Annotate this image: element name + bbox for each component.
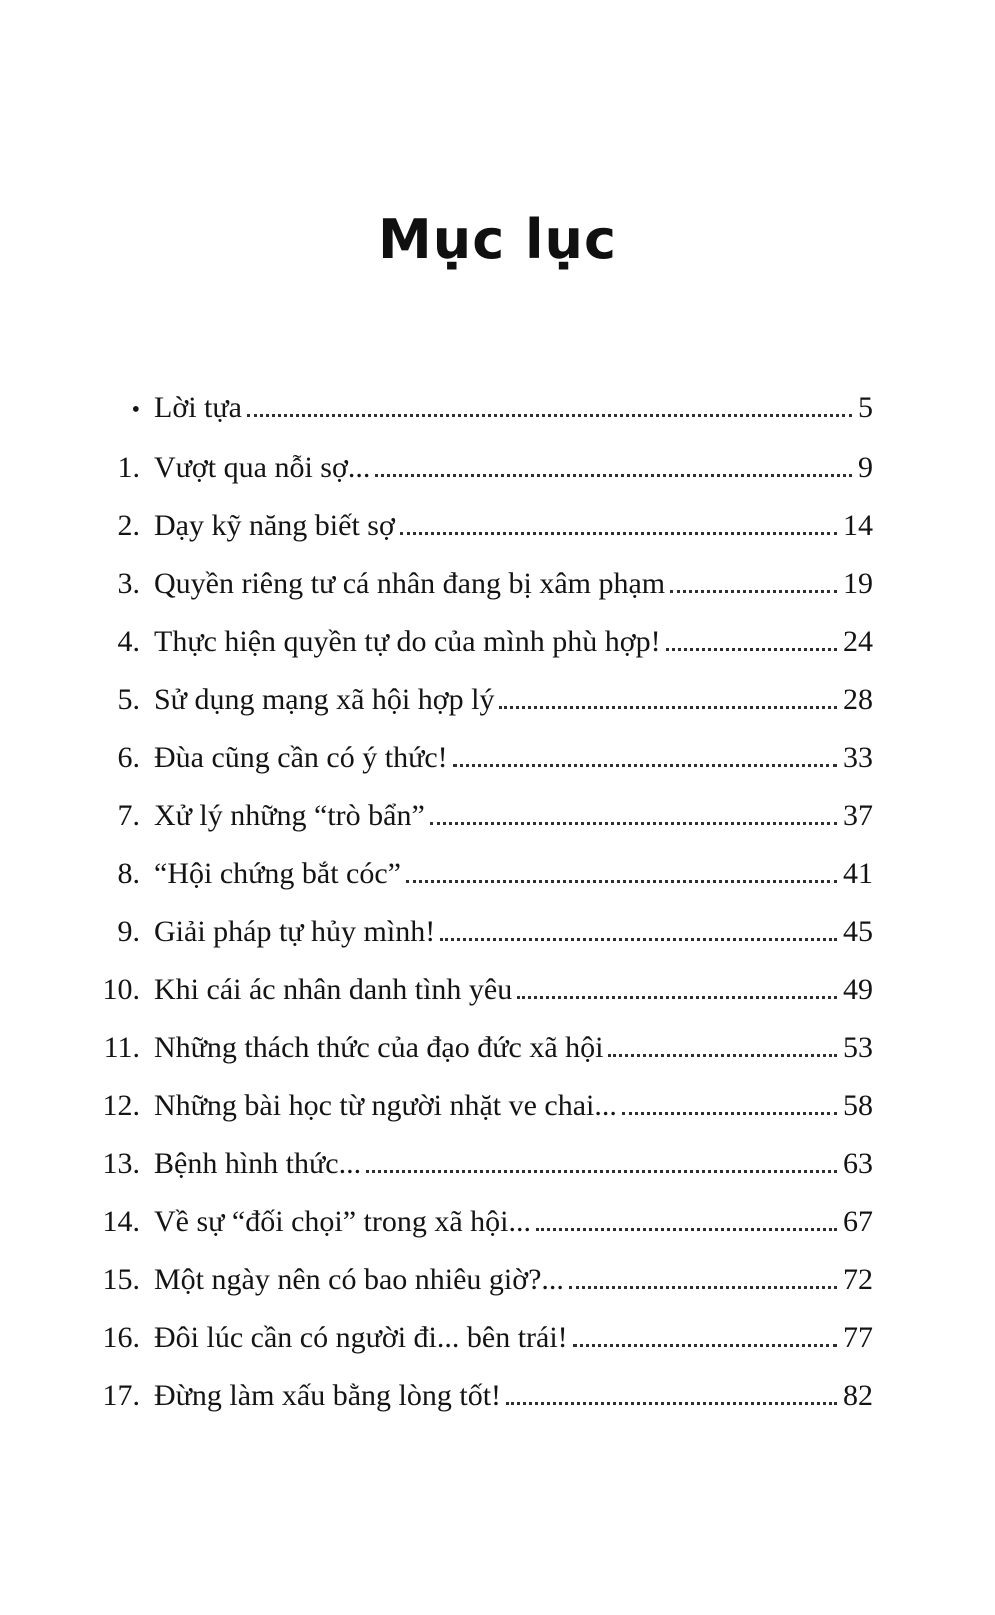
dot-leader [499,700,837,709]
toc-entry [92,507,873,545]
toc-entry [92,1145,873,1183]
entry-page-number: 77 [843,1321,873,1354]
toc-entry [92,623,873,661]
entry-number: 6. [117,741,140,774]
toc-entry [92,449,873,487]
entry-number: 17. [102,1379,140,1412]
dot-leader [453,758,837,767]
entry-number: 13. [102,1147,140,1180]
entry-number: 1. [117,451,140,484]
entry-number: 7. [117,799,140,832]
dot-leader [247,408,852,417]
toc-entry [92,913,873,951]
entry-title: Sử dụng mạng xã hội hợp lý [154,683,495,716]
entry-title: Vượt qua nỗi sợ... [154,451,371,484]
entry-number: 3. [117,567,140,600]
entry-page-number: 19 [843,567,873,600]
dot-leader [536,1222,837,1231]
toc-entry [92,855,873,893]
toc-entry [92,1203,873,1241]
dot-leader [573,1338,837,1347]
entry-title: Lời tựa [154,391,242,424]
entry-title: Đừng làm xấu bằng lòng tốt! [154,1379,502,1412]
dot-leader [400,526,837,535]
entry-title: Dạy kỹ năng biết sợ [154,509,395,542]
toc-list [92,389,873,1415]
entry-number: 16. [102,1321,140,1354]
entry-number: 4. [117,625,140,658]
dot-leader [440,932,837,941]
dot-leader [670,584,837,593]
toc-entry [92,1261,873,1299]
entry-title: “Hội chứng bắt cóc” [154,857,401,890]
entry-title: Xử lý những “trò bẩn” [154,799,425,832]
toc-entry [92,971,873,1009]
entry-page-number: 49 [843,973,873,1006]
entry-number: 15. [102,1263,140,1296]
entry-title: Thực hiện quyền tự do của mình phù hợp! [154,625,661,658]
dot-leader [366,1164,837,1173]
entry-title: Một ngày nên có bao nhiêu giờ?... [154,1263,564,1296]
toc-entry [92,1377,873,1415]
entry-page-number: 58 [843,1089,873,1122]
entry-page-number: 63 [843,1147,873,1180]
entry-title: Về sự “đối chọi” trong xã hội... [154,1205,532,1238]
entry-number: 10. [102,973,140,1006]
entry-page-number: 33 [843,741,873,774]
entry-page-number: 67 [843,1205,873,1238]
page-title: Mục lục [378,208,617,271]
entry-title: Những thách thức của đạo đức xã hội [154,1031,604,1064]
entry-number: 12. [102,1089,140,1122]
dot-leader [430,816,837,825]
toc-entry [92,681,873,719]
entry-number: 5. [117,683,140,716]
dot-leader [622,1106,837,1115]
entry-number: 8. [117,857,140,890]
entry-title: Giải pháp tự hủy mình! [154,915,436,948]
entry-page-number: 9 [858,451,873,484]
entry-page-number: 72 [843,1263,873,1296]
toc-entry [92,797,873,835]
entry-page-number: 41 [843,857,873,890]
dot-leader [375,468,852,477]
dot-leader [406,874,837,883]
toc-entry [92,1029,873,1067]
entry-page-number: 28 [843,683,873,716]
entry-number: 14. [102,1205,140,1238]
entry-title: Khi cái ác nhân danh tình yêu [154,973,513,1006]
entry-page-number: 5 [858,391,873,424]
entry-title: Quyền riêng tư cá nhân đang bị xâm phạm [154,567,666,600]
dot-leader [608,1048,837,1057]
entry-title: Đôi lúc cần có người đi... bên trái! [154,1321,568,1354]
toc-entry [92,739,873,777]
entry-page-number: 14 [843,509,873,542]
entry-title: Đùa cũng cần có ý thức! [154,741,448,774]
entry-number: 2. [117,509,140,542]
bullet-icon: • [131,397,140,423]
entry-page-number: 37 [843,799,873,832]
toc-entry [92,1319,873,1357]
dot-leader [506,1396,837,1405]
entry-page-number: 45 [843,915,873,948]
entry-page-number: 53 [843,1031,873,1064]
entry-page-number: 24 [843,625,873,658]
toc-entry [92,565,873,603]
entry-title: Bệnh hình thức... [154,1147,362,1180]
entry-number: 9. [117,915,140,948]
entry-page-number: 82 [843,1379,873,1412]
dot-leader [666,642,837,651]
dot-leader [569,1280,837,1289]
toc-entry [92,1087,873,1125]
toc-entry [92,389,873,429]
dot-leader [517,990,837,999]
entry-number: 11. [103,1031,140,1064]
entry-title: Những bài học từ người nhặt ve chai... [154,1089,617,1122]
